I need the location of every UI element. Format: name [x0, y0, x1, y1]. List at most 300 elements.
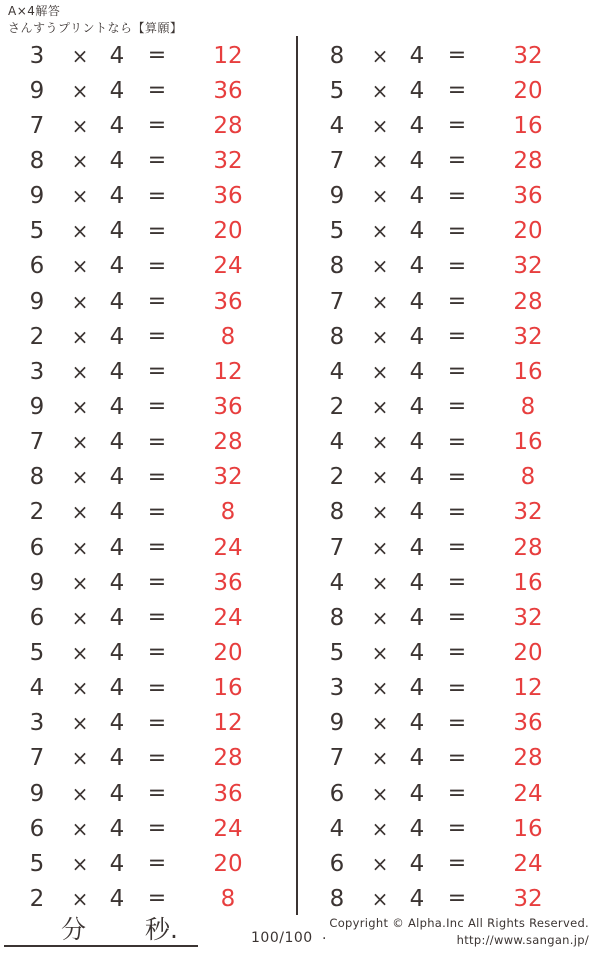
multiply-sign: × [371, 289, 389, 314]
multiply-sign: × [71, 394, 89, 419]
equals-sign: = [147, 429, 167, 455]
answer: 20 [213, 850, 243, 877]
answer: 16 [513, 112, 543, 139]
answer: 12 [213, 710, 243, 737]
multiply-sign: × [371, 324, 389, 349]
equals-sign: = [447, 218, 467, 244]
multiplicand: 7 [29, 112, 45, 139]
equals-sign: = [147, 605, 167, 631]
equals-sign: = [447, 359, 467, 385]
multiplier: 4 [109, 639, 125, 666]
equals-sign: = [447, 429, 467, 455]
multiply-sign: × [71, 605, 89, 630]
multiplier: 4 [109, 710, 125, 737]
seconds-label: 秒. [144, 915, 178, 944]
equals-sign: = [447, 851, 467, 877]
problems-column-right [320, 38, 570, 917]
header [8, 3, 183, 36]
multiplier: 4 [109, 77, 125, 104]
multiply-sign: × [371, 851, 389, 876]
multiplicand: 7 [29, 745, 45, 772]
multiply-sign: × [371, 711, 389, 736]
equals-sign: = [447, 113, 467, 139]
multiply-sign: × [71, 254, 89, 279]
problem-row [20, 354, 270, 389]
multiplier: 4 [409, 112, 425, 139]
problems-column-left [20, 38, 270, 917]
problem-row [320, 425, 570, 460]
multiply-sign: × [71, 500, 89, 525]
answer: 16 [513, 815, 543, 842]
equals-sign: = [447, 675, 467, 701]
answer: 12 [213, 42, 243, 69]
answer: 36 [213, 393, 243, 420]
answer: 24 [513, 780, 543, 807]
equals-sign: = [147, 289, 167, 315]
multiply-sign: × [371, 465, 389, 490]
multiplicand: 8 [329, 604, 345, 631]
problem-row [20, 846, 270, 881]
problem-row [320, 389, 570, 424]
time-answer-line [4, 913, 198, 947]
equals-sign: = [147, 499, 167, 525]
multiply-sign: × [371, 148, 389, 173]
multiplier: 4 [109, 780, 125, 807]
multiplier: 4 [109, 358, 125, 385]
problem-row [320, 776, 570, 811]
multiplicand: 9 [29, 77, 45, 104]
equals-sign: = [147, 781, 167, 807]
problem-row [320, 214, 570, 249]
equals-sign: = [147, 113, 167, 139]
multiplicand: 5 [329, 218, 345, 245]
multiply-sign: × [371, 570, 389, 595]
answer: 28 [213, 429, 243, 456]
problem-row [320, 495, 570, 530]
problem-row [320, 881, 570, 916]
problem-row [320, 635, 570, 670]
problem-row [320, 38, 570, 73]
problem-row [320, 741, 570, 776]
multiplicand: 8 [329, 499, 345, 526]
equals-sign: = [147, 148, 167, 174]
multiplicand: 9 [29, 393, 45, 420]
equals-sign: = [447, 289, 467, 315]
answer: 36 [513, 183, 543, 210]
problem-row [20, 249, 270, 284]
multiply-sign: × [71, 219, 89, 244]
multiplier: 4 [109, 429, 125, 456]
multiplier: 4 [409, 42, 425, 69]
multiply-sign: × [371, 676, 389, 701]
problem-row [20, 881, 270, 916]
problem-row [20, 495, 270, 530]
multiplicand: 7 [329, 288, 345, 315]
multiplicand: 4 [329, 815, 345, 842]
multiplicand: 9 [29, 183, 45, 210]
multiplier: 4 [409, 147, 425, 174]
multiplier: 4 [409, 464, 425, 491]
multiplicand: 2 [29, 323, 45, 350]
multiply-sign: × [371, 113, 389, 138]
multiplier: 4 [409, 499, 425, 526]
problem-row [320, 530, 570, 565]
multiply-sign: × [71, 148, 89, 173]
problem-row [20, 671, 270, 706]
multiplicand: 2 [329, 464, 345, 491]
problem-row [320, 179, 570, 214]
problem-row [20, 214, 270, 249]
answer: 36 [213, 569, 243, 596]
multiplier: 4 [409, 183, 425, 210]
multiply-sign: × [71, 430, 89, 455]
problem-row [20, 776, 270, 811]
multiply-sign: × [371, 535, 389, 560]
multiplier: 4 [109, 499, 125, 526]
equals-sign: = [147, 675, 167, 701]
equals-sign: = [447, 43, 467, 69]
multiply-sign: × [71, 711, 89, 736]
multiplier: 4 [409, 710, 425, 737]
multiplier: 4 [109, 464, 125, 491]
multiply-sign: × [371, 886, 389, 911]
multiplicand: 3 [29, 710, 45, 737]
answer: 28 [513, 534, 543, 561]
answer: 36 [213, 288, 243, 315]
multiply-sign: × [371, 359, 389, 384]
answer: 24 [513, 850, 543, 877]
answer: 8 [520, 393, 536, 420]
multiplicand: 6 [29, 534, 45, 561]
multiplier: 4 [409, 393, 425, 420]
answer: 20 [213, 639, 243, 666]
multiplier: 4 [409, 815, 425, 842]
problem-row [320, 143, 570, 178]
multiply-sign: × [71, 78, 89, 103]
multiplier: 4 [109, 183, 125, 210]
multiplier: 4 [109, 253, 125, 280]
multiplicand: 2 [29, 885, 45, 912]
problem-row [20, 635, 270, 670]
answer: 32 [513, 885, 543, 912]
equals-sign: = [447, 570, 467, 596]
multiply-sign: × [371, 746, 389, 771]
multiplier: 4 [409, 780, 425, 807]
multiply-sign: × [71, 676, 89, 701]
multiply-sign: × [71, 324, 89, 349]
multiply-sign: × [71, 886, 89, 911]
problem-row [20, 565, 270, 600]
problem-row [20, 600, 270, 635]
problem-row [20, 389, 270, 424]
multiplicand: 5 [29, 850, 45, 877]
multiplicand: 8 [329, 323, 345, 350]
problem-row [320, 600, 570, 635]
multiply-sign: × [71, 535, 89, 560]
answer: 28 [213, 745, 243, 772]
multiplicand: 7 [329, 147, 345, 174]
multiplicand: 4 [329, 569, 345, 596]
multiplicand: 9 [329, 710, 345, 737]
multiplicand: 2 [329, 393, 345, 420]
multiplier: 4 [109, 604, 125, 631]
multiplier: 4 [409, 429, 425, 456]
answer: 28 [513, 745, 543, 772]
problem-row [320, 284, 570, 319]
problem-row [320, 249, 570, 284]
multiplicand: 8 [329, 885, 345, 912]
problem-row [20, 179, 270, 214]
multiplicand: 6 [29, 253, 45, 280]
equals-sign: = [447, 253, 467, 279]
multiplier: 4 [409, 288, 425, 315]
equals-sign: = [447, 605, 467, 631]
multiply-sign: × [71, 851, 89, 876]
equals-sign: = [147, 640, 167, 666]
multiply-sign: × [71, 184, 89, 209]
multiplier: 4 [109, 745, 125, 772]
page-subtitle: さんすうプリントなら【算願】 [8, 20, 183, 35]
answer: 20 [513, 218, 543, 245]
multiply-sign: × [71, 746, 89, 771]
equals-sign: = [147, 745, 167, 771]
problem-row [320, 319, 570, 354]
multiplicand: 7 [29, 429, 45, 456]
answer: 16 [513, 569, 543, 596]
multiply-sign: × [371, 43, 389, 68]
answer: 32 [513, 323, 543, 350]
equals-sign: = [147, 570, 167, 596]
problem-row [20, 108, 270, 143]
equals-sign: = [447, 745, 467, 771]
multiply-sign: × [71, 465, 89, 490]
answer: 32 [513, 253, 543, 280]
equals-sign: = [147, 218, 167, 244]
multiplicand: 7 [329, 534, 345, 561]
multiply-sign: × [371, 78, 389, 103]
problem-row [320, 460, 570, 495]
multiplicand: 5 [329, 639, 345, 666]
multiplier: 4 [109, 815, 125, 842]
copyright-line: Copyright © Alpha.Inc All Rights Reserved. [329, 916, 589, 930]
multiplier: 4 [409, 745, 425, 772]
answer: 8 [220, 499, 236, 526]
answer: 36 [213, 780, 243, 807]
multiply-sign: × [71, 289, 89, 314]
multiplier: 4 [409, 534, 425, 561]
multiplicand: 7 [329, 745, 345, 772]
problem-row [320, 108, 570, 143]
multiplicand: 2 [29, 499, 45, 526]
multiplier: 4 [109, 147, 125, 174]
multiplier: 4 [409, 253, 425, 280]
answer: 24 [213, 534, 243, 561]
answer: 32 [213, 147, 243, 174]
answer: 36 [213, 183, 243, 210]
multiply-sign: × [71, 570, 89, 595]
answer: 32 [513, 604, 543, 631]
answer: 24 [213, 815, 243, 842]
multiply-sign: × [71, 816, 89, 841]
answer: 20 [513, 639, 543, 666]
multiplicand: 5 [329, 77, 345, 104]
multiplicand: 3 [329, 675, 345, 702]
answer: 8 [220, 885, 236, 912]
problem-row [320, 565, 570, 600]
multiplier: 4 [409, 850, 425, 877]
multiply-sign: × [371, 640, 389, 665]
equals-sign: = [447, 464, 467, 490]
answer: 8 [520, 464, 536, 491]
answer: 32 [513, 42, 543, 69]
multiply-sign: × [71, 359, 89, 384]
problem-row [320, 811, 570, 846]
multiplier: 4 [109, 218, 125, 245]
equals-sign: = [447, 499, 467, 525]
multiplier: 4 [409, 569, 425, 596]
multiply-sign: × [71, 640, 89, 665]
problem-row [20, 460, 270, 495]
minutes-label: 分 [61, 915, 87, 944]
answer: 16 [513, 358, 543, 385]
equals-sign: = [147, 464, 167, 490]
multiplier: 4 [409, 639, 425, 666]
score-period: . [322, 927, 327, 943]
answer: 16 [513, 429, 543, 456]
problem-row [20, 38, 270, 73]
multiplicand: 9 [29, 288, 45, 315]
multiplier: 4 [109, 323, 125, 350]
multiply-sign: × [371, 430, 389, 455]
score-text: 100/100 [251, 930, 313, 946]
answer: 24 [213, 604, 243, 631]
column-divider-line [296, 36, 298, 915]
equals-sign: = [447, 535, 467, 561]
answer: 32 [213, 464, 243, 491]
multiplicand: 4 [329, 429, 345, 456]
answer: 24 [213, 253, 243, 280]
multiplicand: 9 [329, 183, 345, 210]
answer: 36 [513, 710, 543, 737]
problem-row [20, 741, 270, 776]
multiplicand: 8 [329, 253, 345, 280]
equals-sign: = [147, 359, 167, 385]
equals-sign: = [447, 816, 467, 842]
answer: 12 [213, 358, 243, 385]
equals-sign: = [147, 43, 167, 69]
multiplier: 4 [409, 358, 425, 385]
problem-row [20, 319, 270, 354]
multiplicand: 3 [29, 42, 45, 69]
multiplier: 4 [409, 218, 425, 245]
problem-row [20, 530, 270, 565]
multiplicand: 5 [29, 218, 45, 245]
copyright-block [329, 915, 589, 948]
multiplier: 4 [109, 112, 125, 139]
answer: 32 [513, 499, 543, 526]
multiplier: 4 [409, 604, 425, 631]
equals-sign: = [447, 78, 467, 104]
multiplicand: 8 [29, 147, 45, 174]
equals-sign: = [447, 710, 467, 736]
equals-sign: = [147, 183, 167, 209]
multiplier: 4 [409, 885, 425, 912]
equals-sign: = [447, 183, 467, 209]
equals-sign: = [447, 886, 467, 912]
multiplier: 4 [109, 393, 125, 420]
equals-sign: = [447, 324, 467, 350]
page-title: A×4解答 [8, 4, 61, 18]
multiplicand: 4 [329, 112, 345, 139]
multiplicand: 9 [29, 569, 45, 596]
multiplicand: 9 [29, 780, 45, 807]
multiply-sign: × [371, 254, 389, 279]
answer: 20 [213, 218, 243, 245]
problem-row [320, 671, 570, 706]
multiply-sign: × [371, 781, 389, 806]
problem-row [320, 73, 570, 108]
multiplier: 4 [109, 42, 125, 69]
multiplier: 4 [109, 885, 125, 912]
equals-sign: = [447, 148, 467, 174]
multiplier: 4 [109, 850, 125, 877]
multiply-sign: × [371, 184, 389, 209]
multiplicand: 4 [329, 358, 345, 385]
problem-row [20, 143, 270, 178]
multiplier: 4 [409, 675, 425, 702]
answer: 28 [513, 147, 543, 174]
multiplicand: 6 [329, 850, 345, 877]
multiplicand: 5 [29, 639, 45, 666]
multiplier: 4 [109, 288, 125, 315]
problem-row [20, 284, 270, 319]
multiplicand: 3 [29, 358, 45, 385]
multiplicand: 6 [29, 815, 45, 842]
answer: 20 [513, 77, 543, 104]
multiplicand: 6 [329, 780, 345, 807]
multiplicand: 6 [29, 604, 45, 631]
equals-sign: = [147, 886, 167, 912]
equals-sign: = [147, 710, 167, 736]
multiplicand: 8 [29, 464, 45, 491]
equals-sign: = [147, 816, 167, 842]
problem-row [20, 425, 270, 460]
problem-row [20, 73, 270, 108]
problem-row [320, 354, 570, 389]
problem-row [320, 846, 570, 881]
multiplier: 4 [409, 77, 425, 104]
multiplicand: 4 [29, 675, 45, 702]
multiply-sign: × [371, 219, 389, 244]
multiply-sign: × [71, 113, 89, 138]
multiplier: 4 [109, 675, 125, 702]
problem-row [20, 706, 270, 741]
site-url: http://www.sangan.jp/ [456, 932, 589, 947]
equals-sign: = [147, 78, 167, 104]
equals-sign: = [447, 781, 467, 807]
multiply-sign: × [371, 605, 389, 630]
multiply-sign: × [71, 43, 89, 68]
answer: 16 [213, 675, 243, 702]
answer: 8 [220, 323, 236, 350]
problem-row [320, 706, 570, 741]
multiplier: 4 [109, 569, 125, 596]
equals-sign: = [447, 394, 467, 420]
multiplier: 4 [109, 534, 125, 561]
equals-sign: = [147, 394, 167, 420]
equals-sign: = [447, 640, 467, 666]
multiplier: 4 [409, 323, 425, 350]
